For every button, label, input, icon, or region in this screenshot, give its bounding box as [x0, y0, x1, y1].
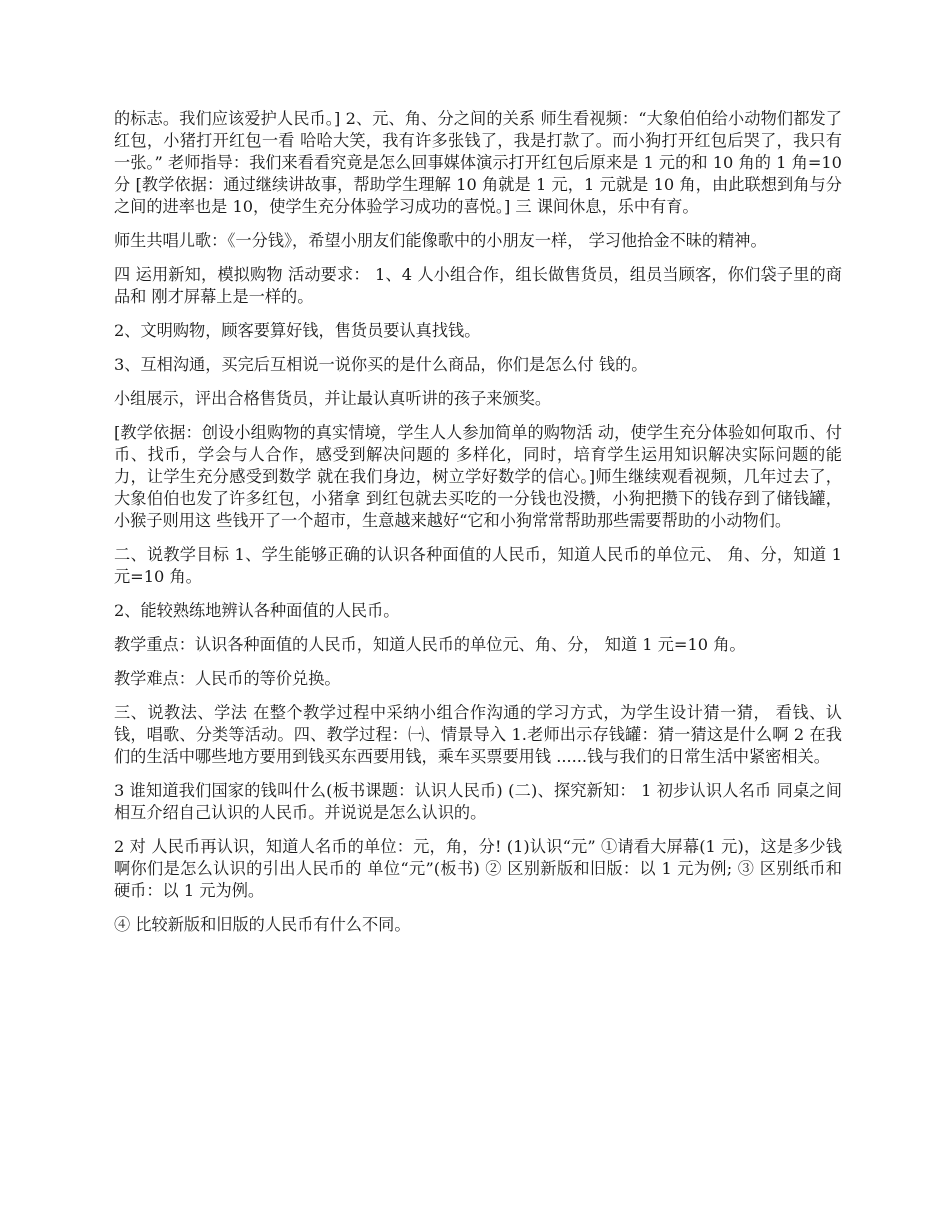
paragraph: ④ 比较新版和旧版的人民币有什么不同。 [114, 915, 411, 934]
paragraph: [教学依据：创设小组购物的真实情境，学生人人参加简单的购物活 动，使学生充分体验如何取币、付币、找币，学会与人合作，感受到解决问题的 多样化，同时，培育学生运用知识解决实际问题的能力，让学生充分感受到数学 就在我们身边，树立学好数学的信心。]师生继续观看视频，几年过去了，大象伯伯也发了许多红包，小猪拿 到红包就去买吃的一分钱也没攒，小狗把攒下的钱存到了储钱罐，小猴子则用这 些钱开了一个超市，生意越来越好“它和小狗常常帮助那些需要帮助的小动物们。 [114, 423, 842, 530]
paragraph: 2 对 人民币再认识，知道人名币的单位：元，角，分! (1)认识“元” ①请看大屏幕(1 元)，这是多少钱啊你们是怎么认识的引出人民币的 单位“元”(板书) ② 区别新版和旧版：以 1 元为例; ③ 区别纸币和硬币：以 1 元为例。 [114, 837, 842, 900]
paragraph: 三、说教法、学法 在整个教学过程中采纳小组合作沟通的学习方式，为学生设计猜一猜， 看钱、认钱，唱歌、分类等活动。四、教学过程：㈠、情景导入 1.老师出示存钱罐：猜一猜这是什么啊 2 在我们的生活中哪些地方要用到钱买东西要用钱，乘车买票要用钱 ......钱与我们的日常生活中紧密相关。 [114, 703, 842, 766]
paragraph: 四 运用新知，模拟购物 活动要求： 1、4 人小组合作，组长做售货员，组员当顾客，你们袋子里的商品和 刚才屏幕上是一样的。 [114, 265, 842, 306]
paragraph: 教学难点：人民币的等价兑换。 [114, 669, 341, 688]
paragraph: 2、能较熟练地辨认各种面值的人民币。 [114, 601, 400, 620]
paragraph: 师生共唱儿歌：《一分钱》，希望小朋友们能像歌中的小朋友一样， 学习他拾金不昧的精神。 [114, 231, 767, 250]
paragraph: 教学重点：认识各种面值的人民币，知道人民币的单位元、角、分， 知道 1 元=10 角。 [114, 635, 746, 654]
paragraph: 二、说教学目标 1、学生能够正确的认识各种面值的人民币，知道人民币的单位元、 角、分，知道 1 元=10 角。 [114, 545, 842, 586]
paragraph: 3 谁知道我们国家的钱叫什么(板书课题：认识人民币) (二)、探究新知： 1 初步认识人名币 同桌之间相互介绍自己认识的人民币。并说说是怎么认识的。 [114, 781, 842, 822]
paragraph: 2、文明购物，顾客要算好钱，售货员要认真找钱。 [114, 321, 481, 340]
paragraph: 3、互相沟通，买完后互相说一说你买的是什么商品，你们是怎么付 钱的。 [114, 355, 648, 374]
document-page [114, 108, 842, 948]
paragraph: 小组展示，评出合格售货员，并让最认真听讲的孩子来颁奖。 [114, 389, 552, 408]
paragraph: 的标志。我们应该爱护人民币。] 2、元、角、分之间的关系 师生看视频：“大象伯伯给小动物们都发了红包，小猪打开红包一看 哈哈大笑，我有许多张钱了，我是打款了。而小狗打开红包后哭了，我只有一张。” 老师指导：我们来看看究竟是怎么回事媒体演示打开红包后原来是 1 元的和 10 角的 1 角=10 分 [教学依据：通过继续讲故事，帮助学生理解 10 角就是 1 元，1 元就是 10 角，由此联想到角与分之间的进率也是 10，使学生充分体验学习成功的喜悦。] 三 课间休息，乐中有育。 [114, 109, 842, 216]
